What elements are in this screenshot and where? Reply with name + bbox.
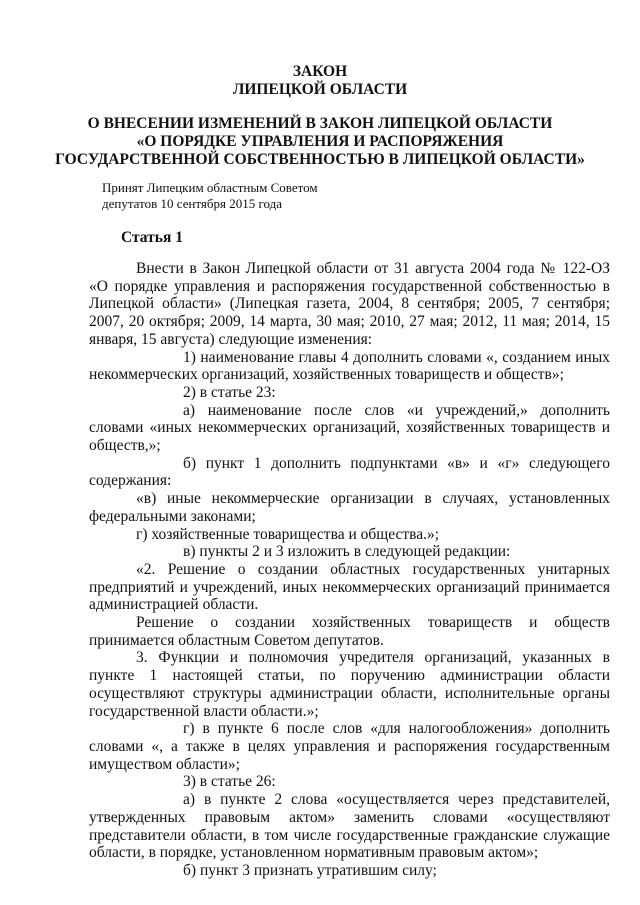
paragraph-text: в пункте 6 после слов «для налогообложения» дополнить словами «, а также в целях управления и распоряжения государственным имуществом области»; [89,720,610,773]
paragraph [89,526,610,544]
paragraph-text: «в) иные некоммерческие организации в случаях, установленных федеральными законами; [89,490,610,525]
paragraph-marker: а) [183,401,196,419]
paragraph-text: наименование после слов «и учреждений,» дополнить словами «иных некоммерческих организаций, хозяйственных товариществ и обществ,»; [89,401,611,455]
article-title: Статья 1 [121,229,183,246]
law-title-line-1: О ВНЕСЕНИИ ИЗМЕНЕНИЙ В ЗАКОН ЛИПЕЦКОЙ ОБЛАСТИ [87,115,553,132]
law-title-line-3: ГОСУДАРСТВЕННОЙ СОБСТВЕННОСТЬЮ В ЛИПЕЦКОЙ ОБЛАСТИ» [55,151,585,168]
paragraph-text: в пункте 2 слова «осуществляется через представителей, утвержденных правовым актом» заменить словами «осуществляют представители области, в том числе государственные гражданские служащие области, в порядке, установленном нормативным правовым актом»; [89,791,610,862]
paragraph-text: наименование главы 4 дополнить словами «, созданием иных некоммерческих организаций, хозяйственных товариществ и обществ»; [89,348,610,384]
paragraph-text: пункт 3 признать утратившим силу; [199,861,437,879]
paragraph [89,384,610,402]
paragraph-text: Внести в Закон Липецкой области от 31 августа 2004 года № 122-ОЗ «О порядке управления и распоряжения государственной собственностью в Липецкой области» (Липецкая газета, 2004, 8 сентября; 2005, 7 сентября; 2007, 20 октября; 2009, 14 марта, 30 мая; 2010, 27 мая; 2012, 11 мая; 2014, 15 января, 15 августа) следующие изменения: [89,260,610,348]
adoption-note-line-1: Принят Липецким областным Советом [102,180,318,195]
paragraph-marker: 3) [183,773,196,791]
adoption-note-line-2: депутатов 10 сентября 2015 года [102,196,283,211]
paragraph [89,649,610,720]
paragraph [89,791,610,862]
paragraph [89,720,610,773]
article-body [89,260,610,880]
paragraph-marker: б) [183,861,197,879]
paragraph-marker: г) [183,720,195,738]
paragraph [89,490,610,525]
paragraph [89,260,610,349]
paragraph-text: в статье 26: [199,773,276,791]
paragraph [89,561,610,614]
paragraph-marker: 2) [183,383,196,401]
paragraph [89,402,610,455]
paragraph [89,773,610,791]
region-label: ЛИПЕЦКОЙ ОБЛАСТИ [232,81,408,98]
paragraph-text: г) хозяйственные товарищества и общества.»; [136,525,440,543]
paragraph-marker: 1) [183,348,196,366]
adoption-note [102,180,318,212]
paragraph-text: пункт 1 дополнить подпунктами «в» и «г» следующего содержания: [89,454,610,490]
paragraph-text: пункты 2 и 3 изложить в следующей редакции: [199,543,511,561]
law-label: ЗАКОН [292,63,348,80]
law-title-line-2: «О ПОРЯДКЕ УПРАВЛЕНИЯ И РАСПОРЯЖЕНИЯ [136,133,504,150]
paragraph-marker: б) [183,454,197,472]
paragraph [89,455,610,490]
paragraph-marker: в) [183,543,196,561]
paragraph [89,862,610,880]
paragraph [89,614,610,649]
paragraph-text: в статье 23: [199,383,276,401]
paragraph [89,543,610,561]
paragraph-text: Решение о создании хозяйственных товариществ и обществ принимается областным Советом депутатов. [89,614,610,649]
paragraph-text: 3. Функции и полномочия учредителя организаций, указанных в пункте 1 настоящей статьи, по поручению администрации области осуществляют структуры администрации области, исполнительные органы государственной власти области.»; [89,649,610,720]
paragraph [89,349,610,384]
paragraph-text: «2. Решение о создании областных государственных унитарных предприятий и учреждений, иных некоммерческих организаций принимается администрацией области. [89,560,610,614]
paragraph-marker: а) [183,791,196,809]
